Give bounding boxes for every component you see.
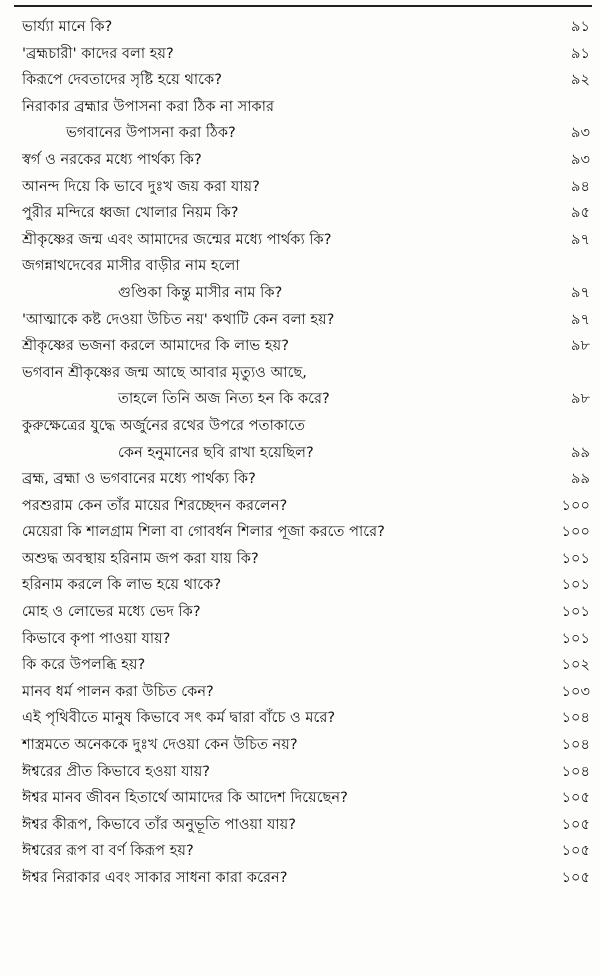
entry-text: ঈশ্বরের রূপ বা বর্ণ কিরূপ হয়? <box>22 842 194 860</box>
toc-entry <box>22 253 594 280</box>
toc-entry <box>22 360 594 387</box>
entry-page-number: ৯৯ <box>571 470 590 488</box>
toc-entry <box>22 14 594 41</box>
toc-entry <box>22 147 594 174</box>
toc-entry <box>22 652 594 679</box>
toc-entry <box>22 67 594 94</box>
entry-page-number: ৯৯ <box>571 443 590 461</box>
entry-page-number: ১০৫ <box>561 869 590 886</box>
entry-text: গুণ্ডিকা কিন্তু মাসীর নাম কি? <box>118 283 283 301</box>
entry-text: অশুদ্ধ অবস্থায় হরিনাম জপ করা যায় কি? <box>22 549 259 567</box>
entry-page-number: ১০৩ <box>561 682 590 700</box>
entry-text: আনন্দ দিয়ে কি ভাবে দুঃখ জয় করা যায়? <box>22 177 260 195</box>
entry-page-number: ১০৪ <box>561 762 590 780</box>
entry-text: ঈশ্বরের প্রীত কিভাবে হওয়া যায়? <box>22 762 211 780</box>
entry-page-number: ১০১ <box>561 549 590 567</box>
toc-entry <box>22 333 594 360</box>
entry-page-number: ৯৪ <box>571 177 590 195</box>
toc-entry <box>22 865 594 892</box>
entry-text: কিরূপে দেবতাদের সৃষ্টি হয়ে থাকে? <box>22 71 222 89</box>
toc-entry <box>22 572 594 599</box>
entry-text: ভার্য্যা মানে কি? <box>22 18 113 35</box>
entry-page-number: ৯৩ <box>571 150 590 168</box>
entry-text: মেয়েরা কি শালগ্রাম শিলা বা গোবর্ধন শিলার পূজা করতে পারে? <box>22 523 385 541</box>
toc-entry-continuation <box>22 120 594 147</box>
toc-entry <box>22 679 594 706</box>
toc-entry <box>22 307 594 334</box>
toc-entry <box>22 519 594 546</box>
toc-entry <box>22 785 594 812</box>
toc-entry <box>22 626 594 653</box>
entry-text: মানব ধর্ম পালন করা উচিত কেন? <box>22 682 214 700</box>
entry-text: শাস্ত্রমতে অনেককে দুঃখ দেওয়া কেন উচিত নয়? <box>22 736 298 754</box>
entry-page-number: ১০০ <box>561 523 590 541</box>
entry-text: ঈশ্বর নিরাকার এবং সাকার সাধনা কারা করেন? <box>22 869 288 886</box>
entry-text: ঈশ্বর কীরূপ, কিভাবে তাঁর অনুভূতি পাওয়া যায়? <box>22 815 297 833</box>
entry-text: ব্রহ্ম, ব্রহ্মা ও ভগবানের মধ্যে পার্থক্য কি? <box>22 470 256 488</box>
entry-page-number: ১০৫ <box>561 815 590 833</box>
entry-text: শ্রীকৃষ্ণের জন্ম এবং আমাদের জন্মের মধ্যে পার্থক্য কি? <box>22 230 332 248</box>
entry-page-number: ৯১ <box>571 18 590 35</box>
entry-text: স্বর্গ ও নরকের মধ্যে পার্থক্য কি? <box>22 150 202 168</box>
entry-page-number: ১০০ <box>561 496 590 514</box>
entry-page-number: ৯২ <box>571 71 590 89</box>
entry-page-number: ৯৭ <box>571 230 590 248</box>
top-rule <box>14 5 592 7</box>
entry-text: কিভাবে কৃপা পাওয়া যায়? <box>22 629 171 647</box>
toc-entry <box>22 732 594 759</box>
entry-text: নিরাকার ব্রহ্মার উপাসনা করা ঠিক না সাকার <box>22 97 274 115</box>
toc-entry <box>22 759 594 786</box>
entry-page-number: ১০৫ <box>561 789 590 807</box>
entry-page-number: ৯৭ <box>571 283 590 301</box>
toc-entry <box>22 174 594 201</box>
entry-text: এই পৃথিবীতে মানুষ কিভাবে সৎ কর্ম দ্বারা বাঁচে ও মরে? <box>22 709 336 727</box>
entry-page-number: ১০৪ <box>561 709 590 727</box>
toc-entry <box>22 94 594 121</box>
entry-page-number: ৯১ <box>571 44 590 62</box>
toc-entry <box>22 812 594 839</box>
entry-text: জগন্নাথদেবের মাসীর বাড়ীর নাম হলো <box>22 257 240 275</box>
entry-text: মোহ ও লোভের মধ্যে ভেদ কি? <box>22 603 201 621</box>
entry-page-number: ৯৩ <box>571 124 590 142</box>
toc-entry <box>22 546 594 573</box>
entry-page-number: ১০১ <box>561 576 590 594</box>
entry-text: কি করে উপলব্ধি হয়? <box>22 656 146 674</box>
entry-page-number: ৯৭ <box>571 310 590 328</box>
entry-text: পরশুরাম কেন তাঁর মায়ের শিরচ্ছেদন করলেন? <box>22 496 288 514</box>
table-of-contents <box>22 14 594 892</box>
entry-page-number: ১০৪ <box>561 736 590 754</box>
entry-text: পুরীর মন্দিরে ধ্বজা খোলার নিয়ম কি? <box>22 204 239 222</box>
entry-text: ঈশ্বর মানব জীবন হিতার্থে আমাদের কি আদেশ দিয়েছেন? <box>22 789 348 807</box>
toc-entry <box>22 41 594 68</box>
entry-page-number: ১০৫ <box>561 842 590 860</box>
entry-page-number: ১০১ <box>561 629 590 647</box>
toc-entry <box>22 466 594 493</box>
entry-text: হরিনাম করলে কি লাভ হয়ে থাকে? <box>22 576 222 594</box>
entry-text: ভগবানের উপাসনা করা ঠিক? <box>66 124 236 142</box>
toc-entry <box>22 493 594 520</box>
entry-text: 'ব্রহ্মচারী' কাদের বলা হয়? <box>22 44 174 62</box>
entry-text: তাহলে তিনি অজ নিত্য হন কি করে? <box>118 390 330 408</box>
entry-text: ভগবান শ্রীকৃষ্ণের জন্ম আছে আবার মৃত্যুও আছে, <box>22 363 307 381</box>
entry-text: কুরুক্ষেত্রের যুদ্ধে অর্জুনের রথের উপরে পতাকাতে <box>22 416 306 434</box>
entry-text: কেন হনুমানের ছবি রাখা হয়েছিল? <box>118 443 314 461</box>
toc-entry <box>22 599 594 626</box>
entry-page-number: ১০১ <box>561 603 590 621</box>
toc-entry-continuation <box>22 386 594 413</box>
entry-text: 'আত্মাকে কষ্ট দেওয়া উচিত নয়' কথাটি কেন বলা হয়? <box>22 310 335 328</box>
toc-entry <box>22 705 594 732</box>
toc-entry <box>22 200 594 227</box>
toc-entry <box>22 838 594 865</box>
toc-entry-continuation <box>22 440 594 467</box>
toc-entry-continuation <box>22 280 594 307</box>
entry-page-number: ৯৮ <box>571 390 590 408</box>
entry-page-number: ১০২ <box>561 656 590 674</box>
toc-entry <box>22 227 594 254</box>
entry-page-number: ৯৫ <box>571 204 590 222</box>
entry-page-number: ৯৮ <box>571 337 590 355</box>
toc-entry <box>22 413 594 440</box>
entry-text: শ্রীকৃষ্ণের ভজনা করলে আমাদের কি লাভ হয়? <box>22 337 289 355</box>
